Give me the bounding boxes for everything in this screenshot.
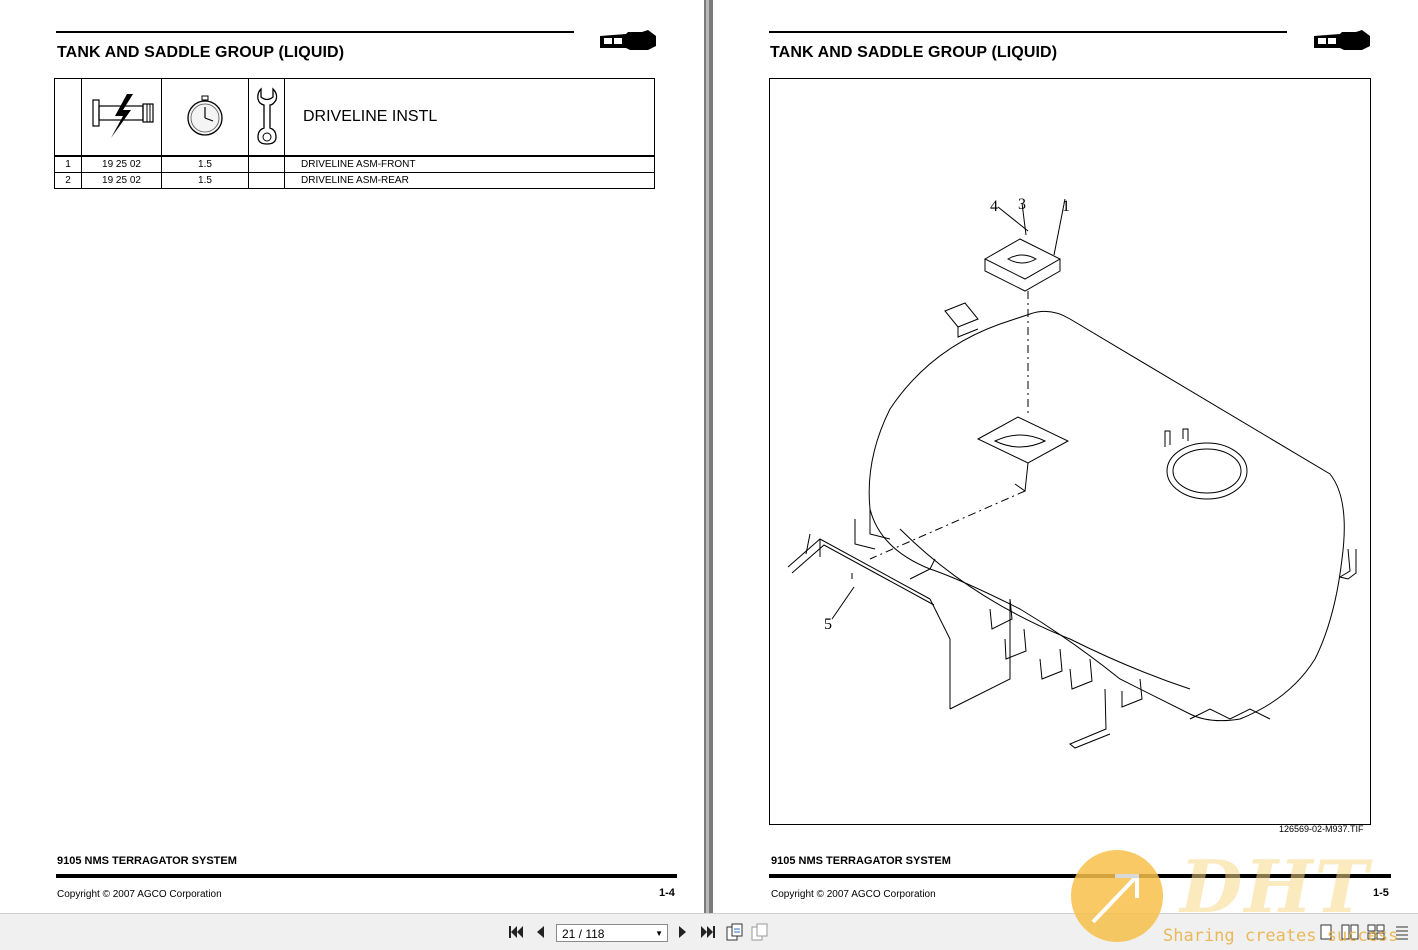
row-part-number: 19 25 02 [82, 173, 162, 189]
tank-assembly-drawing [770, 79, 1370, 824]
copyright: Copyright © 2007 AGCO Corporation [57, 889, 222, 900]
last-page-button[interactable] [698, 922, 718, 942]
first-page-button[interactable] [506, 922, 526, 942]
callout-4: 4 [990, 198, 998, 215]
pointing-hand-icon [598, 28, 658, 54]
parts-figure [769, 78, 1371, 825]
two-page-icon [1341, 924, 1359, 940]
continuous-icon [1367, 924, 1385, 940]
figure-id: 126569-02-M937.TIF [1279, 824, 1364, 834]
left-page [0, 0, 704, 913]
page-view-button[interactable] [725, 922, 745, 942]
driveline-shaft-icon [87, 92, 157, 140]
continuous-button[interactable] [1366, 922, 1386, 942]
table-title: DRIVELINE INSTL [285, 79, 655, 157]
row-index: 1 [55, 156, 82, 173]
page-number: 1-5 [1373, 887, 1389, 899]
row-time: 1.5 [162, 156, 249, 173]
single-page-button[interactable] [1316, 922, 1336, 942]
header-part-cell [82, 79, 162, 157]
chevron-down-icon: ▼ [655, 929, 663, 938]
watermark-tagline: Sharing creates success [1163, 926, 1399, 946]
wrench-icon [256, 86, 278, 146]
scroll-mode-icon [1394, 924, 1410, 940]
first-page-icon [508, 925, 524, 939]
footer-rule [56, 874, 677, 878]
page-title: TANK AND SADDLE GROUP (LIQUID) [57, 44, 345, 61]
prev-page-button[interactable] [530, 922, 550, 942]
header-time-cell [162, 79, 249, 157]
table-row [55, 156, 655, 173]
row-part-number: 19 25 02 [82, 156, 162, 173]
scroll-mode-button[interactable] [1392, 922, 1412, 942]
prev-page-icon [534, 925, 546, 939]
footer-rule [769, 874, 1391, 878]
next-page-button[interactable] [673, 922, 693, 942]
single-page-icon [1319, 924, 1333, 940]
rotate-button[interactable] [750, 922, 770, 942]
callout-5: 5 [824, 616, 832, 633]
page-view-icon [726, 923, 744, 941]
page-number: 1-4 [659, 887, 675, 899]
callout-1: 1 [1062, 198, 1070, 215]
header-tool-cell [249, 79, 285, 157]
callout-3: 3 [1018, 196, 1026, 213]
stopwatch-icon [183, 94, 227, 138]
parts-table [54, 78, 655, 189]
row-time: 1.5 [162, 173, 249, 189]
table-row [55, 173, 655, 189]
next-page-icon [677, 925, 689, 939]
copyright: Copyright © 2007 AGCO Corporation [771, 889, 936, 900]
row-tool [249, 173, 285, 189]
last-page-icon [700, 925, 716, 939]
two-page-button[interactable] [1340, 922, 1360, 942]
page-gutter-inner [706, 0, 709, 913]
watermark-logo-text: DHT [1180, 844, 1371, 929]
row-description: DRIVELINE ASM-FRONT [285, 156, 655, 173]
row-description: DRIVELINE ASM-REAR [285, 173, 655, 189]
header-rule [769, 31, 1287, 33]
header-blank [55, 79, 82, 157]
page-title: TANK AND SADDLE GROUP (LIQUID) [770, 44, 1058, 61]
viewer-toolbar [0, 913, 1418, 950]
table-header [55, 79, 655, 157]
rotate-icon [751, 923, 769, 941]
row-index: 2 [55, 173, 82, 189]
pointing-hand-icon [1312, 28, 1372, 54]
row-tool [249, 156, 285, 173]
header-rule [56, 31, 574, 33]
footer-title: 9105 NMS TERRAGATOR SYSTEM [57, 855, 237, 867]
footer-title: 9105 NMS TERRAGATOR SYSTEM [771, 855, 951, 867]
page-indicator: 21 / 118 [562, 927, 605, 941]
page-number-input[interactable] [556, 924, 668, 942]
right-page [713, 0, 1418, 913]
